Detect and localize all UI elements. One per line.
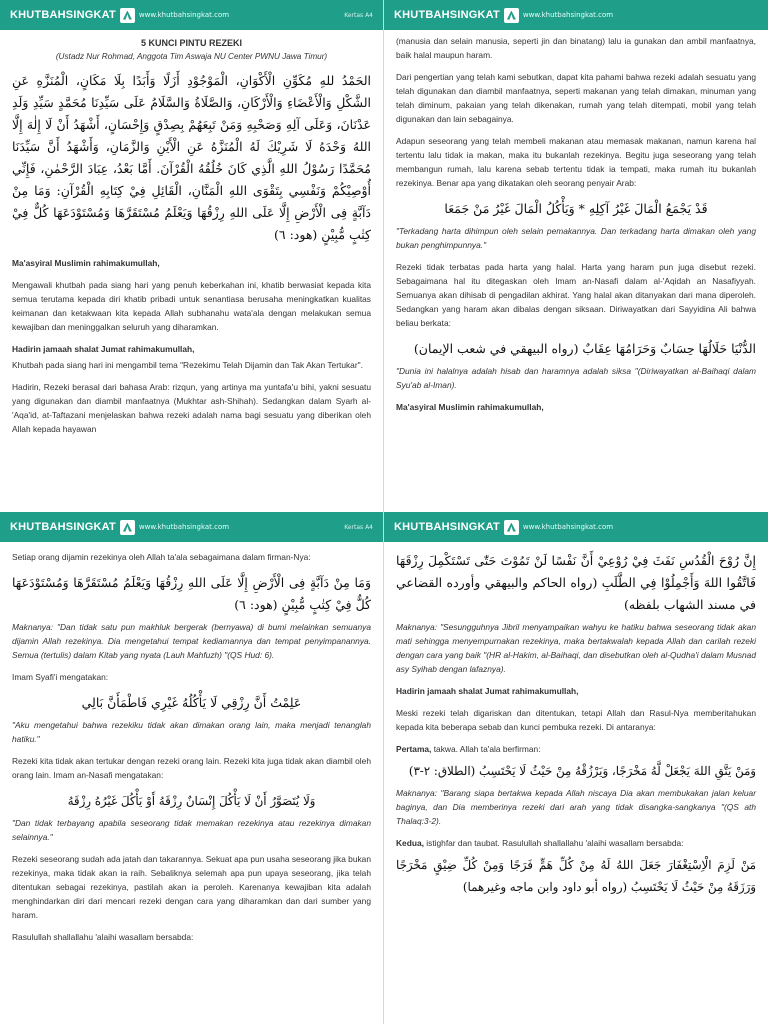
page-header: [384, 512, 768, 542]
site-url: www.khutbahsingkat.com: [522, 523, 614, 531]
thalaq-translation: Maknanya: "Barang siapa bertakwa kepada Allah niscaya Dia akan membukakan jalan keluar baginya, dan Dia memberinya rezeki dari arah yang tidak disangka-sangkanya "(QS ath Thalaq:3-2).: [396, 788, 756, 826]
paragraph: Imam Syafi'i mengatakan:: [12, 672, 109, 682]
site-url: www.khutbahsingkat.com: [522, 11, 614, 19]
paragraph: Mengawali khutbah pada siang hari yang penuh keberkahan ini, khatib berwasiat kepada kita semua terutama kepada diri khatib pribadi untuk senantiasa berusaha meningkatkan kualitas keimanan dan ketakwaan kita kepada Allah subhanahu wata'ala dengan melakukan semua kewajiban dan meninggalkan seluruh yang diharamkan.: [12, 280, 371, 332]
arabic-verse: وَمَا مِنْ دَآبَّةٍ فِى الْأَرْضِ إِلَّا عَلَى اللهِ رِزْقُهَا وَيَعْلَمُ مُسْتَقَرَّهَا وَمُسْتَوْدَعَهَا كُلٌّ فِيْ كِتٰبٍ مُّبِيْنٍ (هود: ٦): [12, 575, 371, 612]
site-url: www.khutbahsingkat.com: [138, 523, 230, 531]
point-label: Kedua,: [396, 838, 424, 848]
page-body: [0, 542, 383, 944]
greeting: Ma'asyiral Muslimin rahimakumullah,: [12, 258, 160, 268]
paragraph: Rezeki seseorang sudah ada jatah dan takarannya. Sekuat apa pun usaha seseorang jika bukan rezekinya, maka tidak akan ia raih. Sebaliknya selemah apa pun upaya seseorang, jika telah ditentukan sebagai rezekinya, pastilah akan ia peroleh. Karenanya kewajiban kita adalah menghindarkan diri dari mencari rezeki dengan cara yang diharamkan dan dari sumber yang haram.: [12, 854, 371, 920]
brand-logo-icon: [120, 520, 135, 535]
brand-name: KHUTBAHSINGKAT: [394, 9, 500, 21]
page-2: [384, 0, 768, 512]
arabic-thalaq-verse: وَمَنْ يَتَّقِ اللهَ يَجْعَلْ لَّهُ مَخْرَجًا، وَيَرْزُقْهُ مِنْ حَيْثُ لَا يَحْتَسِبُ (الطلاق: ٢-٣): [408, 764, 756, 778]
paragraph: Meski rezeki telah digariskan dan ditentukan, tetapi Allah dan Rasul-Nya memberitahukan kepada kita beberapa sebab dan kunci pembuka rezeki. Di antaranya:: [396, 708, 756, 732]
page-header: [0, 0, 383, 30]
arabic-nasafi-quote: وَلَا يُتَصَوَّرُ أَنْ لَا يَأْكُلَ إِنْسَانٌ رِزْقَهُ أَوْ يَأْكُلَ غَيْرُهُ رِزْقَهُ: [67, 794, 316, 808]
hadith-translation: Maknanya: "Sesungguhnya Jibril menyampaikan wahyu ke hatiku bahwa seseorang tidak akan mati sehingga menyempurnakan rezekinya, maka bertakwalah kepada Allah dan carilah rezeki dengan cara yang baik "(HR al-Hakim, al-Baihaqi, dan disebutkan oleh al-Qudha'i dalam Musnad asy Syihab dengan lafaznya).: [396, 622, 756, 674]
page-1: [0, 0, 384, 512]
paragraph: Dari pengertian yang telah kami sebutkan, dapat kita pahami bahwa rezeki adalah sesuatu yang telah digunakan dan diambil manfaatnya, seperti makanan yang telah dimakan, minuman yang telah diminum, pakaian yang telah dikenakan, rumah yang telah ditempati, mobil yang telah digunakan dan lain sebagainya.: [396, 72, 756, 124]
point-label: Pertama,: [396, 744, 432, 754]
brand-name: KHUTBAHSINGKAT: [10, 521, 116, 533]
page-header: [384, 0, 768, 30]
arabic-hadith: إِنَّ رُوْحَ الْقُدُسِ نَفَثَ فِيْ رُوْعِيْ أَنَّ نَفْسًا لَنْ تَمُوْتَ حَتّٰى تَسْتَكْمِلَ رِزْقَهَا فَاتَّقُوا اللهَ وَأَجْمِلُوْا فِي الطَّلَبِ (رواه الحاكم والبيهقي وأورده القضاعي في مسند الشهاب بلفظه): [396, 553, 756, 612]
verse-translation: Maknanya: "Dan tidak satu pun makhluk bergerak (bernyawa) di bumi melainkan semuanya dijamin Allah rezekinya. Dia mengetahui tempat kediamannya dan tempat penyimpanannya. Semua (tertulis) dalam Kitab yang nyata (Lauh Mahfuzh) "(QS Hud: 6).: [12, 622, 371, 660]
ali-translation: "Dunia ini halalnya adalah hisab dan haramnya adalah siksa "(Diriwayatkan al-Baihaqi dalam Syu'ab al-Iman).: [396, 366, 756, 390]
page-header: [0, 512, 383, 542]
document-subtitle: (Ustadz Nur Rohmad, Anggota Tim Aswaja NU Center PWNU Jawa Timur): [55, 52, 328, 61]
greeting: Ma'asyiral Muslimin rahimakumullah,: [396, 402, 544, 412]
arabic-syafii-quote: عَلِمْتُ أَنَّ رِزْقِي لَا يَأْكُلُهُ غَيْرِي فَاطْمَأَنَّ بَالِي: [81, 695, 302, 710]
page-body: [384, 30, 768, 414]
poem-translation: "Terkadang harta dihimpun oleh selain pemakannya. Dan terkadang harta dimakan oleh yang bukan penghimpunnya.": [396, 226, 756, 250]
brand-logo-icon: [504, 520, 519, 535]
arabic-opening: الحَمْدُ للهِ مُكَوِّنِ الْأَكْوَانِ، الْمَوْجُوْدِ أَزَلًا وَأَبَدًا بِلَا مَكَانٍ، الْمُنَزَّهِ عَنِ الشَّكْلِ وَالْأَعْضَاءِ وَالْأَرْكَانِ، وَالصَّلَاةُ وَالسَّلَامُ عَلَى سَيِّدِنَا مُحَمَّدٍ سَيِّدِ وَلَدِ عَدْنَانَ، وَعَلَى آلِهِ وَصَحْبِهِ وَمَنْ تَبِعَهُمْ بِصِدْقٍ وَإِحْسَانٍ، أَشْهَدُ أَنْ لَا إِلٰهَ إِلَّا اللهُ وَحْدَهُ لَا شَرِيْكَ لَهُ الْمُنَزَّهُ عَنِ الْأَيْنِ وَالزَّمَانِ، وَأَشْهَدُ أَنَّ سَيِّدَنَا مُحَمَّدًا رَسُوْلُ اللهِ الَّذِي كَانَ خُلُقُهُ الْقُرْآنَ. أَمَّا بَعْدُ، عِبَادَ الرَّحْمٰنِ، فَإِنِّي أُوْصِيْكُمْ وَنَفْسِي بِتَقْوَى اللهِ الْمَنَّانِ، الْقَائِلِ فِيْ كِتَابِهِ الْقُرْآنِ: وَمَا مِنْ دَآبَّةٍ فِى الْأَرْضِ إِلَّا عَلَى اللهِ رِزْقُهَا وَيَعْلَمُ مُسْتَقَرَّهَا وَمُسْتَوْدَعَهَا كُلٌّ فِيْ كِتٰبٍ مُّبِيْنٍ (هود: ٦): [12, 73, 371, 242]
syafii-translation: "Aku mengetahui bahwa rezekiku tidak akan dimakan orang lain, maka menjadi tenanglah hatiku.": [12, 720, 371, 744]
paragraph: (manusia dan selain manusia, seperti jin dan binatang) lalu ia gunakan dan ambil manfaatnya, baik halal maupun haram.: [396, 36, 756, 60]
nasafi-translation: "Dan tidak terbayang apabila seseorang tidak memakan rezekinya atau rezekinya dimakan selainnya.": [12, 818, 371, 842]
brand-logo-icon: [120, 8, 135, 23]
paper-size: Kertas A4: [344, 523, 373, 531]
paragraph: Setiap orang dijamin rezekinya oleh Allah ta'ala sebagaimana dalam firman-Nya:: [12, 552, 311, 562]
point-text: istighfar dan taubat. Rasulullah shallallahu 'alaihi wasallam bersabda:: [423, 838, 684, 848]
paragraph: Rasulullah shallallahu 'alaihi wasallam bersabda:: [12, 932, 194, 942]
paragraph: Rezeki kita tidak akan tertukar dengan rezeki orang lain. Rezeki kita juga tidak akan diambil oleh orang lain. Imam an-Nasafi mengatakan:: [12, 756, 371, 780]
paragraph: Adapun seseorang yang telah membeli makanan atau memasak makanan, namun karena hal tertentu lalu tidak ia makan, maka itu bukanlah rezekinya. Begitu juga seseorang yang telah membangun rumah, lalu karena sebab tertentu tidak ia tempati, maka rumah itu bukanlah rezekinya. Benar apa yang dikatakan oleh seorang penyair Arab:: [396, 136, 756, 188]
arabic-ali-quote: الدُّنْيَا حَلَالُهَا حِسَابٌ وَحَرَامُهَا عِقَابٌ (رواه البيهقي في شعب الإيمان): [413, 341, 756, 356]
brand-name: KHUTBAHSINGKAT: [10, 9, 116, 21]
kedua-paragraph: [396, 836, 756, 850]
paragraph: Rezeki tidak terbatas pada harta yang halal. Harta yang haram pun juga disebut rezeki. Sebagaimana hal itu ditegaskan oleh Imam an-Nasafi dalam al-'Aqidah an Nasafiyyah. Semuanya akan dihisab di pengadilan akhirat. Yang halal akan ditanyakan dari mana diperoleh. Sedangkan yang haram akan dibalas dengan siksaan. Diriwayatkan dari Sayyidina Ali bahwa beliau berkata:: [396, 262, 756, 328]
greeting: Hadirin jamaah shalat Jumat rahimakumullah,: [396, 686, 579, 696]
page-body: [384, 542, 768, 898]
arabic-istighfar-hadith: مَنْ لَزِمَ الْاِسْتِغْفَارَ جَعَلَ اللهُ لَهُ مِنْ كُلِّ هَمٍّ فَرَجًا وَمِنْ كُلِّ ضِيْقٍ مَخْرَجًا وَرَزَقَهُ مِنْ حَيْثُ لَا يَحْتَسِبُ (رواه أبو داود وابن ماجه وغيرهما): [396, 858, 756, 894]
paragraph: Hadirin, Rezeki berasal dari bahasa Arab: rizqun, yang artinya ma yuntafa'u bihi, yakni sesuatu yang digunakan dan diambil manfaatnya (Mukhtar ash-Shihah). Sedangkan dalam Syarh al-'Aqa'id, at-Taftazani menjelaskan bahwa rezeki adalah nama bagi sesuatu yang diberikan oleh Allah kepada hayawan: [12, 382, 371, 434]
page-body: [0, 30, 383, 436]
brand-logo-icon: [504, 8, 519, 23]
site-url: www.khutbahsingkat.com: [138, 11, 230, 19]
document-title: 5 KUNCI PINTU REZEKI: [140, 38, 242, 48]
paragraph: Khutbah pada siang hari ini mengambil tema "Rezekimu Telah Dijamin dan Tak Akan Tertukar".: [12, 360, 363, 370]
greeting: Hadirin jamaah shalat Jumat rahimakumullah,: [12, 344, 195, 354]
arabic-poem: قَدْ يَجْمَعُ الْمَالَ غَيْرُ آكِلِهِ * وَيَأْكُلُ الْمَالَ غَيْرُ مَنْ جَمَعَا: [444, 201, 708, 216]
page-3: [0, 512, 384, 1024]
brand-name: KHUTBAHSINGKAT: [394, 521, 500, 533]
page-4: [384, 512, 768, 1024]
pertama-paragraph: [396, 742, 756, 756]
paper-size: Kertas A4: [344, 11, 373, 19]
point-text: takwa. Allah ta'ala berfirman:: [431, 744, 541, 754]
